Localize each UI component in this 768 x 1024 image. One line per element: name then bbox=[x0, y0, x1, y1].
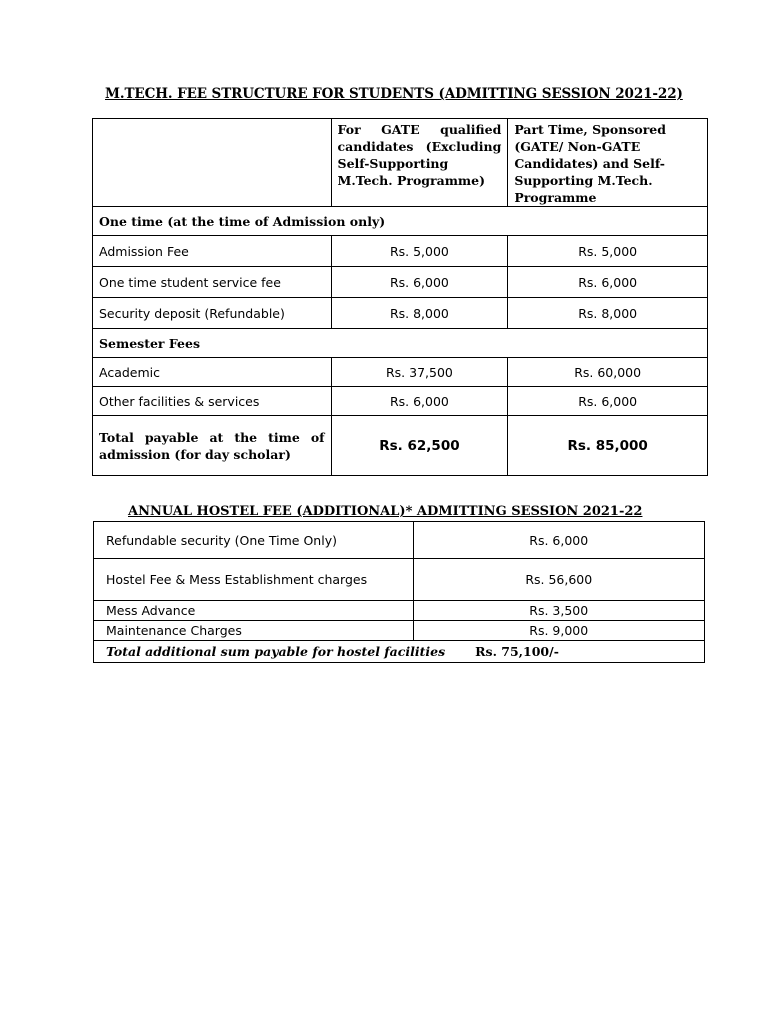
row-other-value: Rs. 60,000 bbox=[508, 358, 708, 387]
header-empty-cell bbox=[93, 119, 332, 207]
hostel-fee-title: ANNUAL HOSTEL FEE (ADDITIONAL)* ADMITTING SESSION 2021-22 bbox=[128, 504, 643, 519]
hostel-row-label: Maintenance Charges bbox=[94, 621, 414, 641]
hostel-row-value: Rs. 9,000 bbox=[413, 621, 704, 641]
table-row bbox=[94, 601, 705, 621]
hostel-total-row bbox=[94, 641, 705, 663]
row-gate-value: Rs. 6,000 bbox=[331, 267, 508, 298]
hostel-row-label: Mess Advance bbox=[94, 601, 414, 621]
row-gate-value: Rs. 6,000 bbox=[331, 387, 508, 416]
table-row bbox=[94, 522, 705, 559]
table-row bbox=[93, 298, 708, 329]
row-other-value: Rs. 6,000 bbox=[508, 387, 708, 416]
section-one-time: One time (at the time of Admission only) bbox=[93, 207, 708, 236]
table-header-row bbox=[93, 119, 708, 207]
row-gate-value: Rs. 8,000 bbox=[331, 298, 508, 329]
row-gate-value: Rs. 37,500 bbox=[331, 358, 508, 387]
total-gate-value: Rs. 62,500 bbox=[331, 416, 508, 476]
row-label: One time student service fee bbox=[93, 267, 332, 298]
fee-structure-title: M.TECH. FEE STRUCTURE FOR STUDENTS (ADMITTING SESSION 2021-22) bbox=[105, 86, 683, 102]
row-other-value: Rs. 8,000 bbox=[508, 298, 708, 329]
total-row bbox=[93, 416, 708, 476]
fee-structure-table bbox=[92, 118, 708, 476]
table-row bbox=[94, 621, 705, 641]
table-row bbox=[94, 559, 705, 601]
row-other-value: Rs. 6,000 bbox=[508, 267, 708, 298]
hostel-total-label: Total additional sum payable for hostel facilities bbox=[106, 644, 446, 659]
row-label: Security deposit (Refundable) bbox=[93, 298, 332, 329]
total-other-value: Rs. 85,000 bbox=[508, 416, 708, 476]
hostel-row-label: Refundable security (One Time Only) bbox=[94, 522, 414, 559]
section-row bbox=[93, 207, 708, 236]
header-gate-candidates: For GATE qualified candidates (Excluding Self-Supporting M.Tech. Programme) bbox=[331, 119, 508, 207]
section-row bbox=[93, 329, 708, 358]
total-label: Total payable at the time of admission (for day scholar) bbox=[93, 416, 332, 476]
table-row bbox=[93, 236, 708, 267]
hostel-total-value: Rs. 75,100/- bbox=[475, 644, 559, 659]
row-label: Academic bbox=[93, 358, 332, 387]
hostel-row-value: Rs. 6,000 bbox=[413, 522, 704, 559]
header-part-time-sponsored: Part Time, Sponsored (GATE/ Non-GATE Candidates) and Self-Supporting M.Tech. Programme bbox=[508, 119, 708, 207]
table-row bbox=[93, 387, 708, 416]
row-label: Admission Fee bbox=[93, 236, 332, 267]
hostel-total-cell bbox=[94, 641, 705, 663]
row-gate-value: Rs. 5,000 bbox=[331, 236, 508, 267]
hostel-fee-table bbox=[93, 521, 705, 663]
hostel-row-value: Rs. 56,600 bbox=[413, 559, 704, 601]
section-semester: Semester Fees bbox=[93, 329, 708, 358]
row-other-value: Rs. 5,000 bbox=[508, 236, 708, 267]
hostel-row-value: Rs. 3,500 bbox=[413, 601, 704, 621]
row-label: Other facilities & services bbox=[93, 387, 332, 416]
table-row bbox=[93, 358, 708, 387]
table-row bbox=[93, 267, 708, 298]
hostel-row-label: Hostel Fee & Mess Establishment charges bbox=[94, 559, 414, 601]
